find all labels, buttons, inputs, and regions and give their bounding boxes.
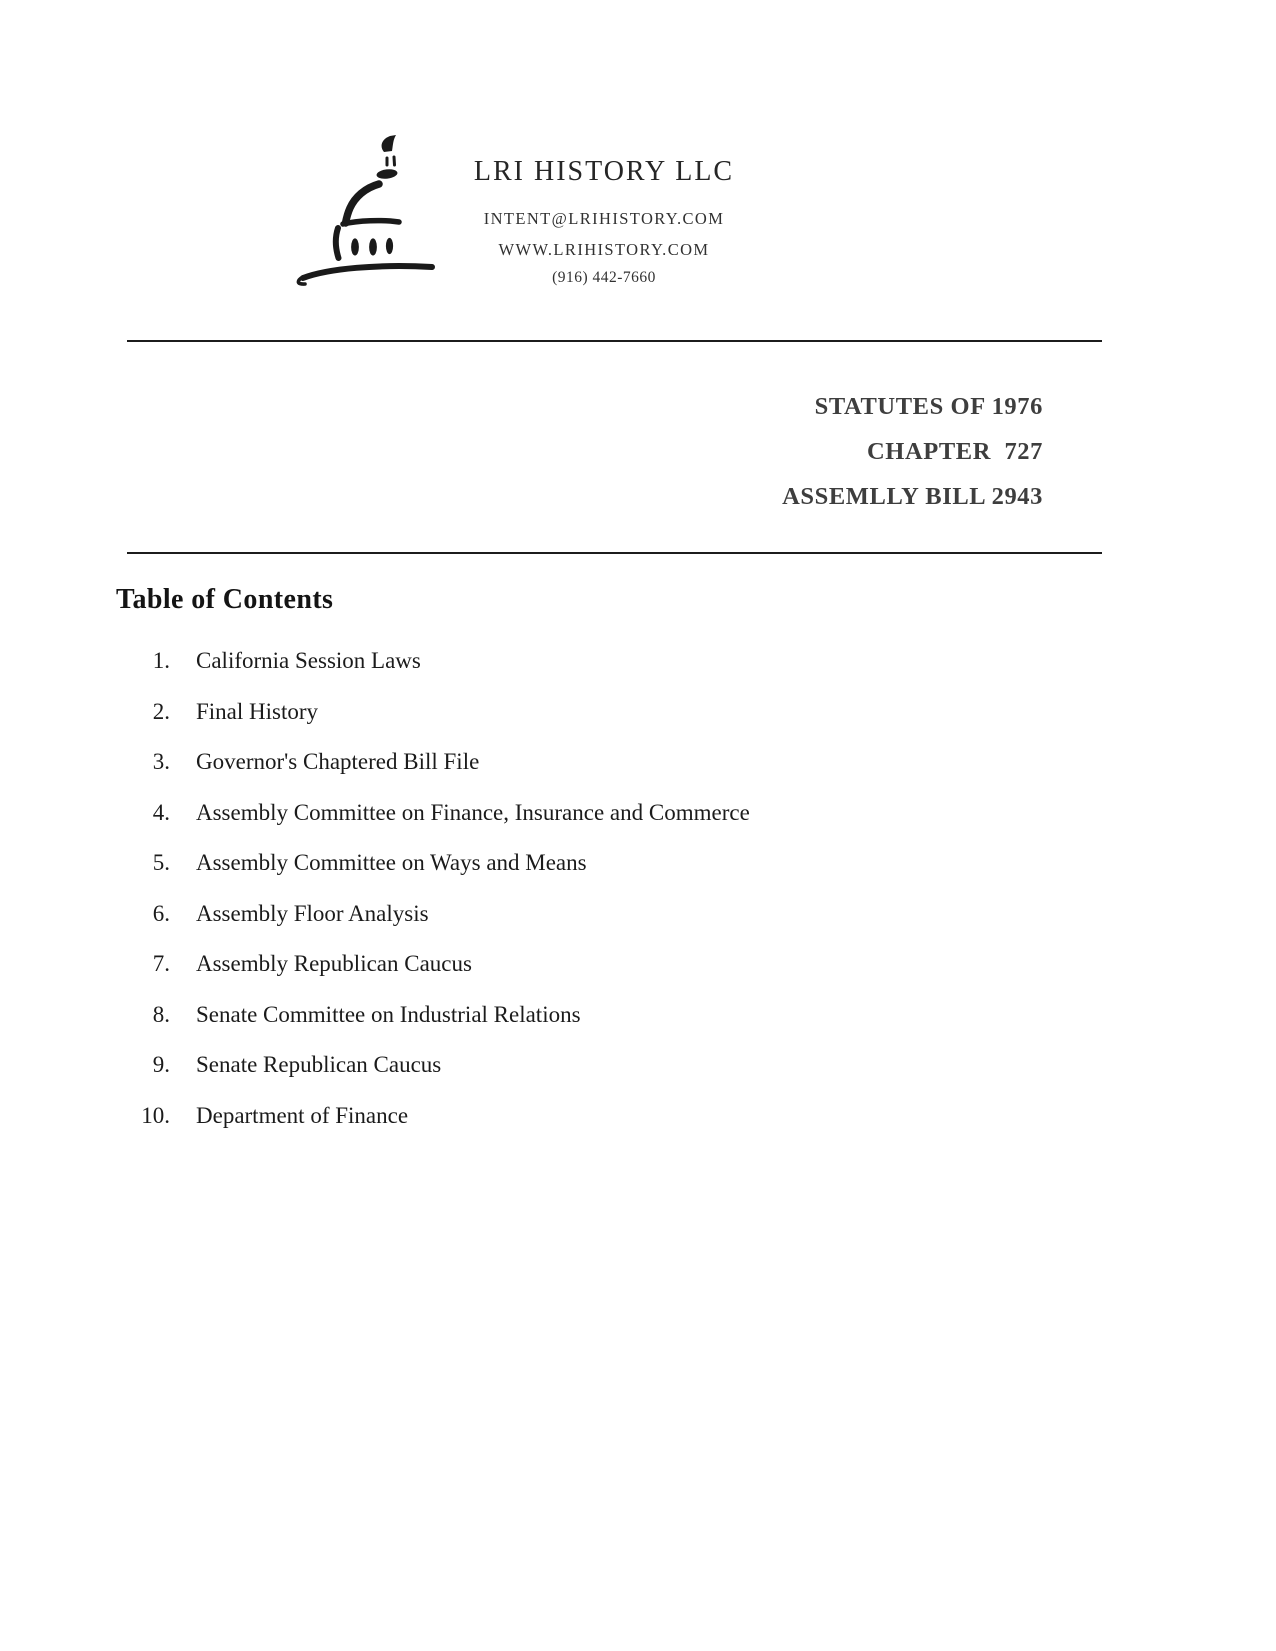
- toc-item-title: California Session Laws: [196, 648, 421, 673]
- toc-item: [112, 1002, 750, 1053]
- toc-item: [112, 1103, 750, 1154]
- logo-lantern: [376, 168, 398, 180]
- chapter-line: CHAPTER 727: [867, 438, 1043, 465]
- toc-item-title: Senate Republican Caucus: [196, 1052, 442, 1077]
- logo-column-stroke: [336, 228, 339, 258]
- logo-dot: [351, 238, 359, 255]
- company-phone: (916) 442-7660: [552, 269, 656, 286]
- toc-item: [112, 800, 750, 851]
- bill-line: ASSEMLLY BILL 2943: [782, 483, 1043, 510]
- toc-item: [112, 1052, 750, 1103]
- toc-item-number: 4.: [152, 799, 170, 825]
- toc-item-number: 2.: [152, 698, 170, 724]
- logo-dot: [386, 238, 393, 254]
- toc-item-number: 9.: [152, 1052, 170, 1077]
- toc-item-number: 7.: [152, 951, 170, 976]
- toc-item-number: 3.: [152, 749, 170, 774]
- toc-item: [112, 749, 750, 800]
- toc-item-title: Assembly Floor Analysis: [196, 900, 429, 926]
- toc-item-number: 5.: [152, 850, 170, 875]
- company-website: WWW.LRIHISTORY.COM: [498, 240, 710, 259]
- logo-dash: [394, 157, 395, 165]
- bill-identification: [782, 384, 1043, 519]
- statutes-line: STATUTES OF 1976: [814, 393, 1043, 420]
- toc-item-title: Final History: [196, 698, 319, 724]
- toc-item: [112, 648, 750, 699]
- toc-item-number: 8.: [152, 1001, 170, 1027]
- toc-item-title: Assembly Republican Caucus: [196, 951, 472, 976]
- toc-list: [112, 648, 750, 1153]
- company-name: LRI HISTORY LLC: [473, 156, 735, 187]
- divider-bottom: [127, 552, 1102, 554]
- divider-top: [127, 340, 1102, 342]
- company-email: INTENT@LRIHISTORY.COM: [483, 209, 725, 228]
- toc-item-title: Department of Finance: [196, 1102, 409, 1128]
- toc-item-title: Assembly Committee on Ways and Means: [196, 850, 587, 875]
- toc-item-number: 1.: [152, 648, 170, 673]
- logo-drum: [343, 221, 399, 224]
- toc-item: [112, 699, 750, 750]
- logo-dome: [346, 184, 380, 223]
- toc-item: [112, 901, 750, 952]
- toc-item-title: Senate Committee on Industrial Relations: [196, 1001, 581, 1027]
- toc-item-number: 10.: [141, 1102, 170, 1128]
- toc-item: [112, 951, 750, 1002]
- toc-item: [112, 850, 750, 901]
- logo-dot: [369, 238, 377, 255]
- toc-item-title: Governor's Chaptered Bill File: [196, 749, 480, 774]
- toc-item-number: 6.: [152, 900, 170, 926]
- logo-flag: [382, 135, 396, 152]
- toc-item-title: Assembly Committee on Finance, Insurance and Commerce: [196, 799, 750, 825]
- toc-heading: Table of Contents: [116, 584, 334, 615]
